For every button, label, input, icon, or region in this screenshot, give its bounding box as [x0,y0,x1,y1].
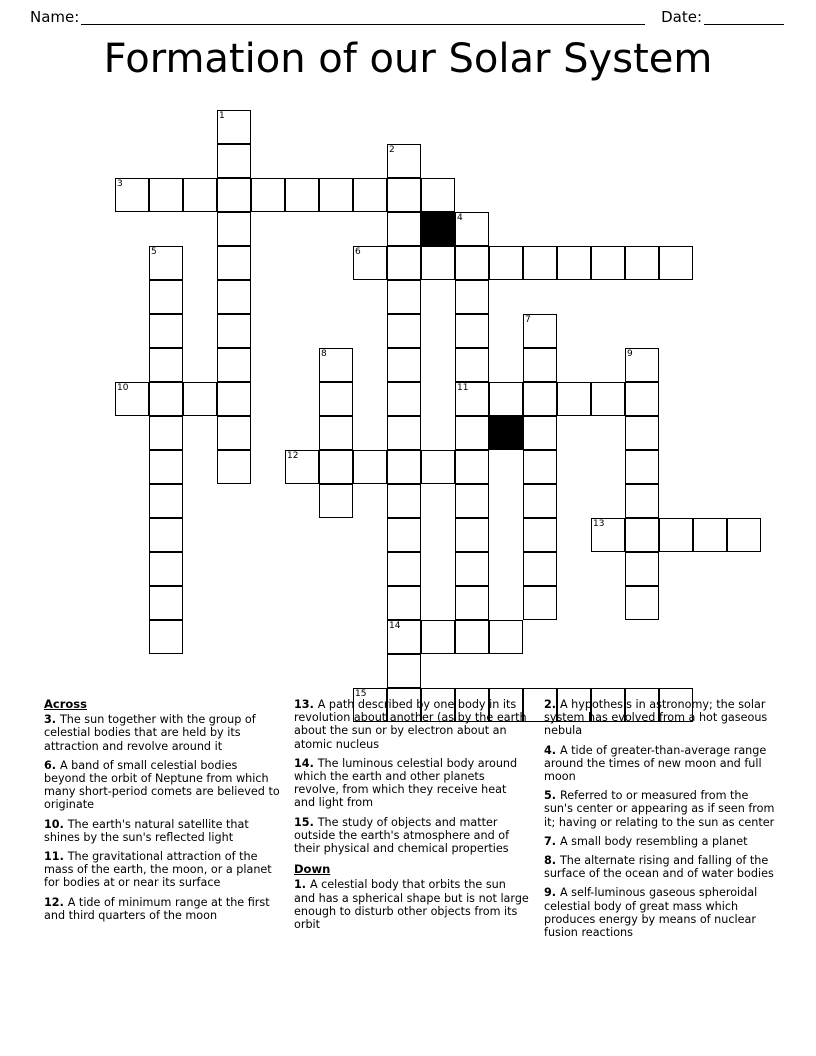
crossword-cell[interactable] [149,586,183,620]
clue-item [44,896,280,922]
clue-number: 12. [44,895,68,909]
crossword-cell[interactable] [387,314,421,348]
crossword-cell[interactable] [149,620,183,654]
crossword-cell[interactable] [625,348,659,382]
crossword-cell[interactable] [523,450,557,484]
page-title: Formation of our Solar System [103,36,713,82]
clue-number: 10. [44,817,68,831]
crossword-cell[interactable] [387,484,421,518]
crossword-cell[interactable] [523,416,557,450]
crossword-cell[interactable] [387,212,421,246]
clue-item [44,759,280,812]
across-heading: Across [44,697,87,711]
crossword-cell[interactable] [625,518,659,552]
crossword-cell[interactable] [319,348,353,382]
crossword-cell[interactable] [591,382,625,416]
crossword-cell[interactable] [285,450,319,484]
crossword-cell-number: 3 [117,179,123,189]
crossword-cell[interactable] [523,518,557,552]
crossword-cell[interactable] [387,518,421,552]
crossword-cell[interactable] [557,246,591,280]
crossword-cell[interactable] [387,246,421,280]
crossword-cell[interactable] [149,382,183,416]
crossword-cell[interactable] [115,178,149,212]
crossword-cell[interactable] [353,178,387,212]
clue-item [544,835,780,848]
crossword-cell-number: 14 [389,621,401,631]
crossword-cell[interactable] [319,382,353,416]
crossword-block [489,416,523,450]
crossword-cell[interactable] [659,246,693,280]
crossword-cell[interactable] [149,552,183,586]
crossword-cell[interactable] [455,586,489,620]
clue-column-1 [44,698,280,958]
clue-item [44,713,280,753]
clue-number: 5. [544,789,560,803]
crossword-cell[interactable] [523,348,557,382]
crossword-cell[interactable] [149,314,183,348]
date-label: Date: [661,8,702,26]
crossword-cell[interactable] [217,144,251,178]
clue-number: 1. [294,878,310,892]
crossword-cell[interactable] [455,280,489,314]
crossword-cell[interactable] [115,382,149,416]
clue-text: The study of objects and matter outside the earth's atmosphere and of their physical and chemical properties [294,815,510,856]
clue-column-2 [294,698,530,958]
name-date-line [0,0,816,30]
crossword-cell[interactable] [217,110,251,144]
clue-text: The alternate rising and falling of the surface of the ocean and of water bodies [544,854,774,881]
clue-number: 3. [44,713,60,727]
clue-text: A tide of minimum range at the first and third quarters of the moon [44,895,270,922]
clue-text: The earth's natural satellite that shines by the sun's reflected light [44,817,249,844]
crossword-cell[interactable] [387,144,421,178]
crossword-cell[interactable] [251,178,285,212]
crossword-cell[interactable] [455,416,489,450]
clue-item [294,698,530,751]
clue-number: 14. [294,756,318,770]
crossword-cell[interactable] [285,178,319,212]
crossword-cell[interactable] [421,450,455,484]
crossword-cell[interactable] [217,212,251,246]
crossword-cell[interactable] [319,416,353,450]
crossword-cell[interactable] [149,416,183,450]
crossword-cell[interactable] [319,178,353,212]
clue-number: 2. [544,698,560,711]
clue-item [294,878,530,931]
clue-text: A band of small celestial bodies beyond the orbit of Neptune from which many short-period comets are believed to originate [44,758,280,812]
crossword-cell[interactable] [217,348,251,382]
crossword-cell[interactable] [455,348,489,382]
clue-number: 6. [44,758,60,772]
clue-item [294,816,530,856]
clue-number: 15. [294,815,318,829]
crossword-cell[interactable] [387,382,421,416]
crossword-cell[interactable] [625,382,659,416]
crossword-cell[interactable] [625,552,659,586]
clue-text: The gravitational attraction of the mass of the earth, the moon, or a planet for bodies at or near its surface [44,850,272,890]
crossword-cell[interactable] [149,178,183,212]
crossword-cell-number: 7 [525,315,531,325]
crossword-cell-number: 4 [457,213,463,223]
crossword-cell[interactable] [183,178,217,212]
crossword-cell[interactable] [421,246,455,280]
crossword-cell[interactable] [387,654,421,688]
crossword-cell-number: 2 [389,145,395,155]
clues-section [44,698,784,958]
clue-number: 11. [44,850,68,864]
crossword-cell[interactable] [319,484,353,518]
crossword-cell[interactable] [149,348,183,382]
crossword-cell[interactable] [387,620,421,654]
crossword-cell[interactable] [455,620,489,654]
crossword-cell-number: 10 [117,383,129,393]
crossword-cell[interactable] [319,450,353,484]
clue-item [544,698,780,738]
crossword-cell[interactable] [455,552,489,586]
crossword-cell[interactable] [149,518,183,552]
clue-text: The sun together with the group of celestial bodies that are held by its attraction and revolve around it [44,713,256,753]
crossword-cell-number: 13 [593,519,605,529]
clue-text: A celestial body that orbits the sun and has a spherical shape but is not large enough to disturb other objects from its orbit [294,878,529,932]
crossword-cell[interactable] [455,314,489,348]
crossword-cell[interactable] [387,552,421,586]
crossword-cell[interactable] [387,178,421,212]
clue-text: A tide of greater-than-average range around the times of new moon and full moon [544,743,767,784]
crossword-cell[interactable] [727,518,761,552]
crossword-cell[interactable] [421,178,455,212]
crossword-cell-number: 5 [151,247,157,257]
crossword-cell-number: 12 [287,451,299,461]
crossword-cell[interactable] [217,314,251,348]
crossword-cell[interactable] [217,450,251,484]
clue-number: 8. [544,854,560,868]
crossword-cell[interactable] [217,280,251,314]
crossword-cell[interactable] [455,382,489,416]
date-write-line[interactable] [704,10,784,25]
crossword-cell[interactable] [149,280,183,314]
clue-text: A self-luminous gaseous spheroidal celestial body of great mass which produces energy by means of nuclear fusion reactions [544,886,758,940]
crossword-cell[interactable] [455,518,489,552]
crossword-cell[interactable] [625,586,659,620]
name-label: Name: [30,8,80,26]
crossword-cell[interactable] [625,246,659,280]
crossword-cell[interactable] [523,314,557,348]
crossword-cell[interactable] [455,212,489,246]
crossword-cell[interactable] [455,246,489,280]
crossword-cell-number: 9 [627,349,633,359]
clue-item [44,818,280,844]
crossword-grid[interactable] [0,105,816,699]
crossword-cell[interactable] [421,620,455,654]
crossword-cell[interactable] [455,450,489,484]
crossword-cell[interactable] [149,450,183,484]
crossword-cell[interactable] [523,586,557,620]
crossword-cell-number: 6 [355,247,361,257]
clue-number: 9. [544,886,560,900]
crossword-cell[interactable] [353,246,387,280]
crossword-cell[interactable] [387,450,421,484]
crossword-cell-number: 15 [355,689,367,699]
crossword-cell-number: 11 [457,383,469,393]
clue-text: Referred to or measured from the sun's center or appearing as if seen from it; having or relating to the sun as center [544,789,775,829]
crossword-cell[interactable] [149,484,183,518]
crossword-cell-number: 1 [219,111,225,121]
crossword-cell[interactable] [489,620,523,654]
crossword-cell[interactable] [353,450,387,484]
crossword-cell[interactable] [217,416,251,450]
clue-text: A hypothesis in astronomy; the solar system has evolved from a hot gaseous nebula [544,698,768,738]
down-heading: Down [294,862,331,877]
crossword-cell[interactable] [523,484,557,518]
crossword-cell[interactable] [659,518,693,552]
crossword-cell[interactable] [183,382,217,416]
clue-item [544,886,780,939]
crossword-cell[interactable] [625,484,659,518]
clue-number: 4. [544,743,560,757]
crossword-cell[interactable] [591,246,625,280]
crossword-cell[interactable] [387,586,421,620]
crossword-cell[interactable] [693,518,727,552]
clue-item [544,789,780,829]
clue-item [544,854,780,880]
crossword-cell-number: 8 [321,349,327,359]
crossword-cell[interactable] [149,246,183,280]
clue-item [544,744,780,784]
crossword-cell[interactable] [217,178,251,212]
crossword-cell[interactable] [489,246,523,280]
name-write-line[interactable] [81,10,645,25]
crossword-cell[interactable] [455,484,489,518]
clue-text: A small body resembling a planet [559,834,748,848]
crossword-cell[interactable] [387,348,421,382]
clue-number: 7. [544,834,560,848]
clue-text: The luminous celestial body around which the earth and other planets revolve, from which they receive heat and light from [294,756,518,810]
clue-text: A path described by one body in its revolution about another (as by the earth about the sun or by electron about an atomic nucleus [294,698,527,751]
clue-column-3 [544,698,780,958]
clue-number: 13. [294,698,318,711]
crossword-cell[interactable] [217,382,251,416]
crossword-cell[interactable] [387,416,421,450]
crossword-cell[interactable] [489,382,523,416]
crossword-cell[interactable] [523,382,557,416]
crossword-cell[interactable] [387,280,421,314]
crossword-cell[interactable] [523,246,557,280]
crossword-cell[interactable] [591,518,625,552]
crossword-cell[interactable] [523,552,557,586]
crossword-cell[interactable] [625,450,659,484]
crossword-cell[interactable] [625,416,659,450]
crossword-block [421,212,455,246]
clue-item [294,757,530,810]
clue-item [44,850,280,890]
crossword-cell[interactable] [217,246,251,280]
crossword-cell[interactable] [557,382,591,416]
